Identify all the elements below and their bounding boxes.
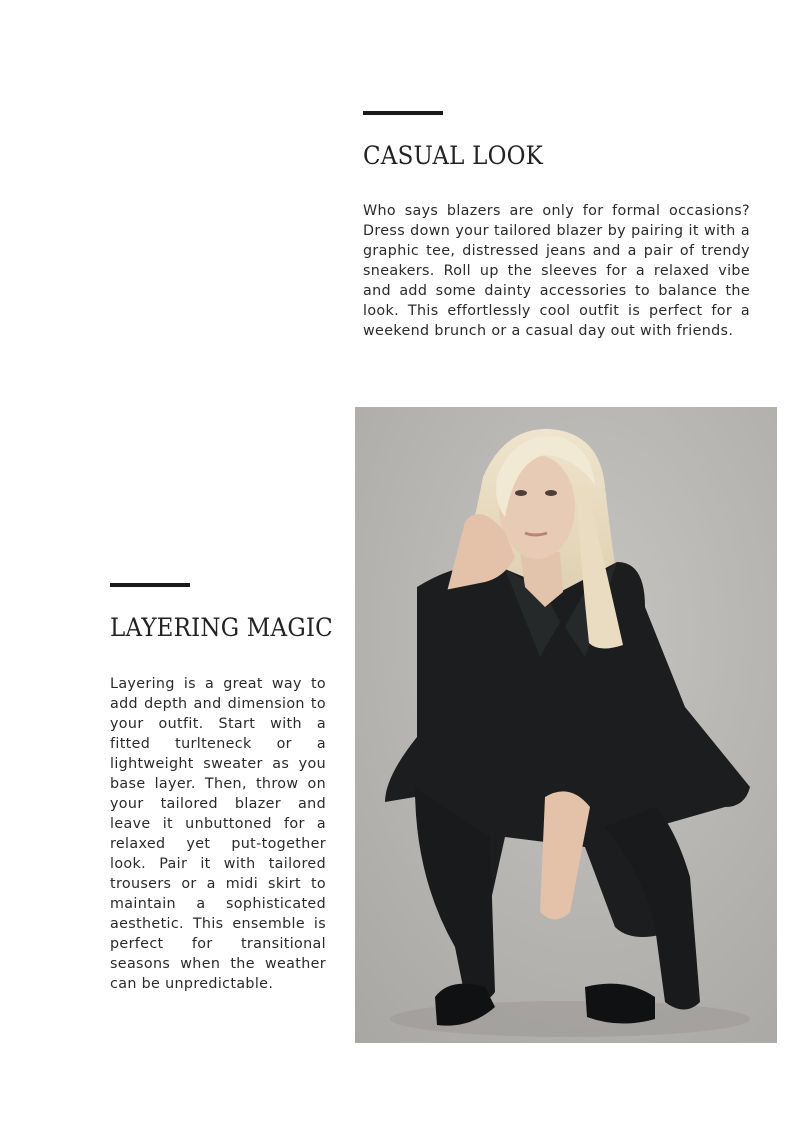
casual-look-divider (363, 111, 443, 115)
model-photo (355, 407, 777, 1043)
layering-magic-paragraph: Layering is a great way to add depth and dimension to your outfit. Start with a fitted turlteneck or a lightweight sweater as you base layer. Then, throw on your tailored blazer and leave it unbuttoned for a relaxed yet put-together look. Pair it with tailored trousers or a midi skirt to maintain a sophisticated aesthetic. This ensemble is perfect for transitional seasons when the weather can be unpredictable. (110, 676, 326, 992)
casual-look-heading: CASUAL LOOK (363, 141, 544, 170)
casual-look-paragraph: Who says blazers are only for formal occasions? Dress down your tailored blazer by pairing it with a graphic tee, distressed jeans and a pair of trendy sneakers. Roll up the sleeves for a relaxed vibe and add some dainty accessories to balance the look. This effortlessly cool outfit is perfect for a weekend brunch or a casual day out with friends. (363, 203, 750, 339)
layering-magic-divider (110, 583, 190, 587)
layering-magic-heading: LAYERING MAGIC (110, 613, 333, 642)
